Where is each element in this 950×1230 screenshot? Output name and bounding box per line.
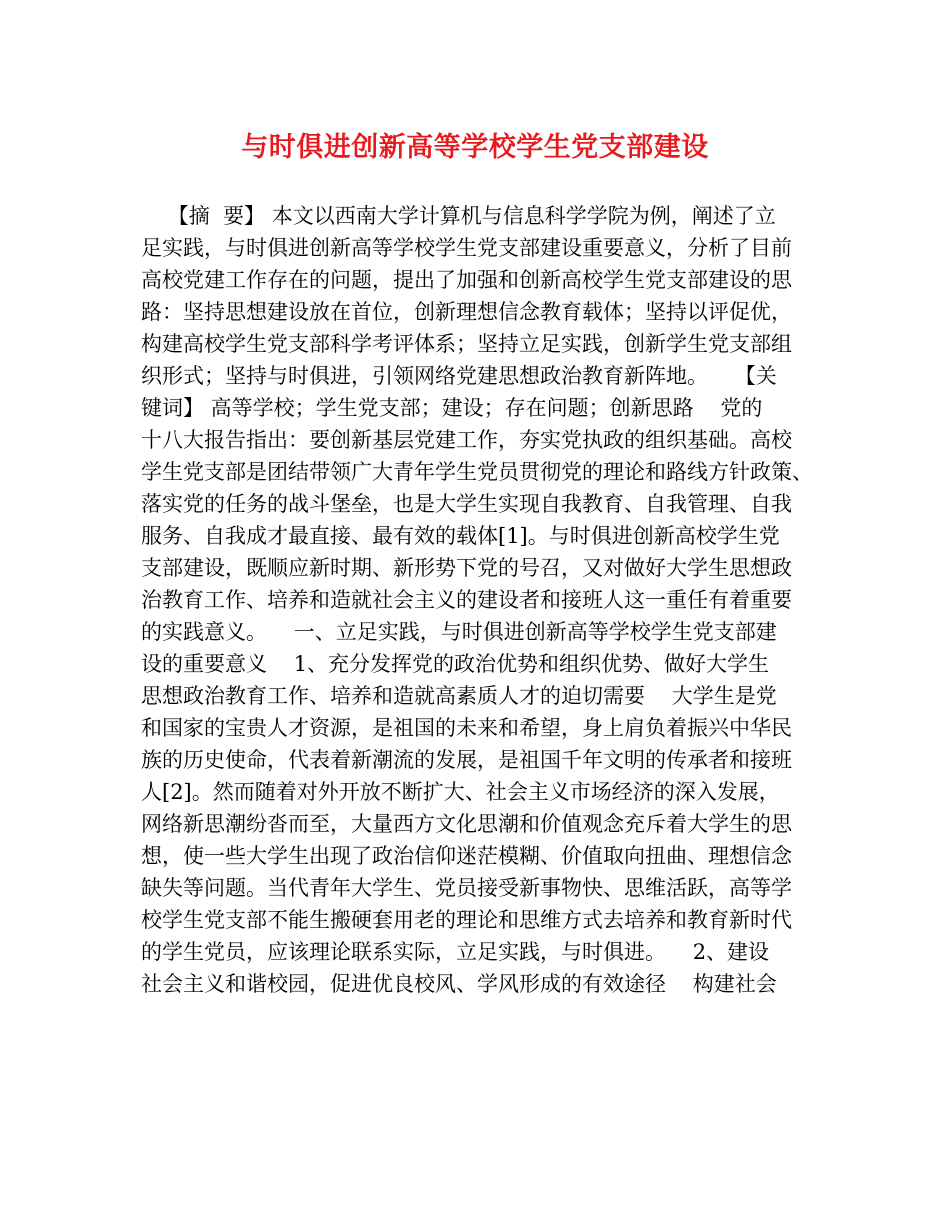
body-line: 支部建设，既顺应新时期、新形势下党的号召，又对做好大学生思想政 [141,556,792,580]
body-line: 足实践，与时俱进创新高等学校学生党支部建设重要意义，分析了目前 [141,236,792,260]
body-line: 构建高校学生党支部科学考评体系；坚持立足实践，创新学生党支部组 [141,332,792,356]
body-line: 族的历史使命，代表着新潮流的发展，是祖国千年文明的传承者和接班 [141,748,792,772]
body-line: 缺失等问题。当代青年大学生、党员接受新事物快、思维活跃，高等学 [141,876,792,900]
body-line: 和国家的宝贵人才资源，是祖国的未来和希望，身上肩负着振兴中华民 [141,716,792,740]
body-line: 网络新思潮纷沓而至，大量西方文化思潮和价值观念充斥着大学生的思 [141,812,792,836]
body-line: 落实党的任务的战斗堡垒，也是大学生实现自我教育、自我管理、自我 [141,492,792,516]
body-line: 的学生党员，应该理论联系实际，立足实践，与时俱进。 2、建设 [141,940,770,964]
body-line: 键词】 高等学校；学生党支部；建设；存在问题；创新思路 党的 [141,396,763,420]
body-line: 想，使一些大学生出现了政治信仰迷茫模糊、价值取向扭曲、理想信念 [141,844,792,868]
body-line: 校学生党支部不能生搬硬套用老的理论和思维方式去培养和教育新时代 [141,908,792,932]
body-line: 【摘 要】 本文以西南大学计算机与信息科学学院为例，阐述了立 [141,204,776,228]
body-line: 织形式；坚持与时俱进，引领网络党建思想政治教育新阵地。 【关 [141,364,777,388]
body-line: 学生党支部是团结带领广大青年学生党员贯彻党的理论和路线方针政策、 [141,460,813,484]
body-line: 设的重要意义 1、充分发挥党的政治优势和组织优势、做好大学生 [141,652,770,676]
body-line: 的实践意义。 一、立足实践，与时俱进创新高等学校学生党支部建 [141,620,777,644]
body-line: 高校党建工作存在的问题，提出了加强和创新高校学生党支部建设的思 [141,268,792,292]
body-line: 服务、自我成才最直接、最有效的载体[1]。与时俱进创新高校学生党 [141,524,780,548]
body-line: 人[2]。然而随着对外开放不断扩大、社会主义市场经济的深入发展， [141,780,780,804]
document-body [141,200,813,1000]
body-line: 路：坚持思想建设放在首位，创新理想信念教育载体；坚持以评促优， [141,300,792,324]
document-title: 与时俱进创新高等学校学生党支部建设 [241,132,709,163]
body-line: 十八大报告指出：要创新基层党建工作，夯实党执政的组织基础。高校 [141,428,792,452]
body-line: 思想政治教育工作、培养和造就高素质人才的迫切需要 大学生是党 [141,684,777,708]
body-line: 治教育工作、培养和造就社会主义的建设者和接班人这一重任有着重要 [141,588,792,612]
body-line: 社会主义和谐校园，促进优良校风、学风形成的有效途径 构建社会 [141,972,777,996]
